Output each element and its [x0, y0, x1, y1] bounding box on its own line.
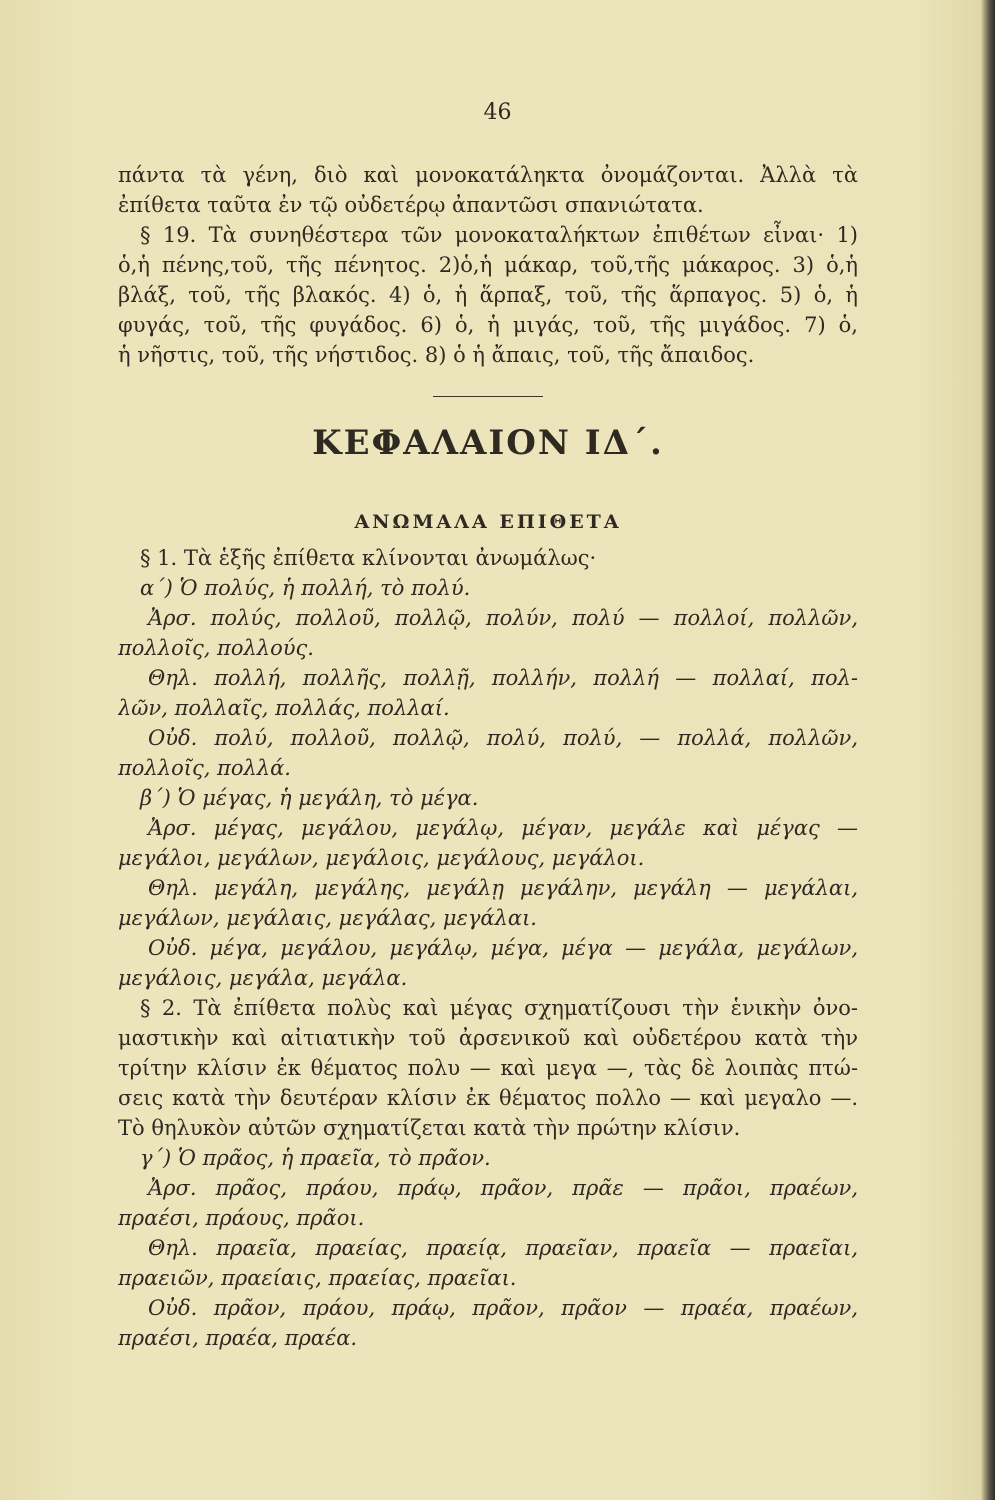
group-heading: β΄) Ὁ μέγας, ἡ μεγάλη, τὸ μέγα. [140, 786, 479, 810]
text-line: πραέσι, πραέα, πραέα. [118, 1326, 358, 1350]
text-line: τρίτην κλίσιν ἐκ θέματος πολυ — καὶ μεγα —, τὰς δὲ λοιπὰς πτώ- [118, 1056, 858, 1080]
text-line: Οὐδ. πολύ, πολλοῦ, πολλῷ, πολύ, πολύ, — πολλά, πολλῶν, [148, 726, 858, 750]
divider [433, 396, 543, 397]
chapter-subtitle: ΑΝΩΜΑΛΑ ΕΠΙΘΕΤΑ [354, 511, 622, 533]
text-line: πολλοῖς, πολλά. [118, 756, 291, 780]
text-line: φυγάς, τοῦ, τῆς φυγάδος. 6) ὁ, ἡ μιγάς, τοῦ, τῆς μιγάδος. 7) ὁ, [118, 313, 858, 337]
group-heading: γ΄) Ὁ πρᾶος, ἡ πραεῖα, τὸ πρᾶον. [140, 1146, 491, 1170]
group-heading: α΄) Ὁ πολύς, ἡ πολλή, τὸ πολύ. [140, 576, 471, 600]
page-body [118, 160, 858, 1353]
text-line: μεγάλοις, μεγάλα, μεγάλα. [118, 966, 408, 990]
text-line: Ἀρσ. μέγας, μεγάλου, μεγάλῳ, μέγαν, μεγάλε καὶ μέγας — [148, 816, 858, 840]
text-line: § 2. Τὰ ἐπίθετα πολὺς καὶ μέγας σχηματίζουσι τὴν ἑνικὴν ὀνο- [140, 996, 858, 1020]
text-line: μεγάλοι, μεγάλων, μεγάλοις, μεγάλους, μεγάλοι. [118, 846, 645, 870]
text-line: Οὐδ. πρᾶον, πράου, πράῳ, πρᾶον, πρᾶον — πραέα, πραέων, [148, 1296, 858, 1320]
text-line: πραέσι, πράους, πρᾶοι. [118, 1206, 365, 1230]
text-line: Τὸ θηλυκὸν αὐτῶν σχηματίζεται κατὰ τὴν πρώτην κλίσιν. [118, 1116, 741, 1140]
page-number: 46 [483, 100, 512, 125]
text-line: λῶν, πολλαῖς, πολλάς, πολλαί. [118, 696, 450, 720]
text-line: Ἀρσ. πρᾶος, πράου, πράῳ, πρᾶον, πρᾶε — πρᾶοι, πραέων, [148, 1176, 858, 1200]
text-line: πολλοῖς, πολλούς. [118, 636, 314, 660]
text-line: πάντα τὰ γένη, διὸ καὶ μονοκατάληκτα ὀνομάζονται. Ἀλλὰ τὰ [118, 163, 858, 187]
text-line: Οὐδ. μέγα, μεγάλου, μεγάλῳ, μέγα, μέγα — μεγάλα, μεγάλων, [148, 936, 858, 960]
text-line: ἡ νῆστις, τοῦ, τῆς νήστιδος. 8) ὁ ἡ ἄπαις, τοῦ, τῆς ἄπαιδος. [118, 343, 755, 367]
text-line: ἐπίθετα ταῦτα ἐν τῷ οὐδετέρῳ ἀπαντῶσι σπανιώτατα. [118, 193, 704, 217]
text-line: μαστικὴν καὶ αἰτιατικὴν τοῦ ἀρσενικοῦ καὶ οὐδετέρου κατὰ τὴν [118, 1026, 858, 1050]
page-edge [981, 0, 995, 1500]
text-line: πραειῶν, πραείαις, πραείας, πραεῖαι. [118, 1266, 517, 1290]
text-line: § 19. Τὰ συνηθέστερα τῶν μονοκαταλήκτων ἐπιθέτων εἶναι· 1) [140, 223, 858, 247]
text-line: μεγάλων, μεγάλαις, μεγάλας, μεγάλαι. [118, 906, 537, 930]
chapter-title: ΚΕΦΑΛΑΙΟΝ ΙΔ΄. [312, 423, 664, 463]
text-line: Θηλ. πολλή, πολλῆς, πολλῇ, πολλήν, πολλή — πολλαί, πολ- [148, 666, 858, 690]
text-line: Θηλ. μεγάλη, μεγάλης, μεγάλῃ μεγάλην, μεγάλη — μεγάλαι, [148, 876, 858, 900]
text-line: ὁ,ἡ πένης,τοῦ, τῆς πένητος. 2)ὁ,ἡ μάκαρ, τοῦ,τῆς μάκαρος. 3) ὁ,ἡ [118, 253, 858, 277]
text-line: Ἀρσ. πολύς, πολλοῦ, πολλῷ, πολύν, πολύ — πολλοί, πολλῶν, [148, 606, 858, 630]
text-line: σεις κατὰ τὴν δευτέραν κλίσιν ἐκ θέματος πολλο — καὶ μεγαλο —. [118, 1086, 858, 1110]
section-heading: § 1. Τὰ ἑξῆς ἐπίθετα κλίνονται ἀνωμάλως· [140, 546, 597, 570]
text-line: βλάξ, τοῦ, τῆς βλακός. 4) ὁ, ἡ ἅρπαξ, τοῦ, τῆς ἅρπαγος. 5) ὁ, ἡ [118, 283, 858, 307]
text-line: Θηλ. πραεῖα, πραείας, πραείᾳ, πραεῖαν, πραεῖα — πραεῖαι, [148, 1236, 858, 1260]
